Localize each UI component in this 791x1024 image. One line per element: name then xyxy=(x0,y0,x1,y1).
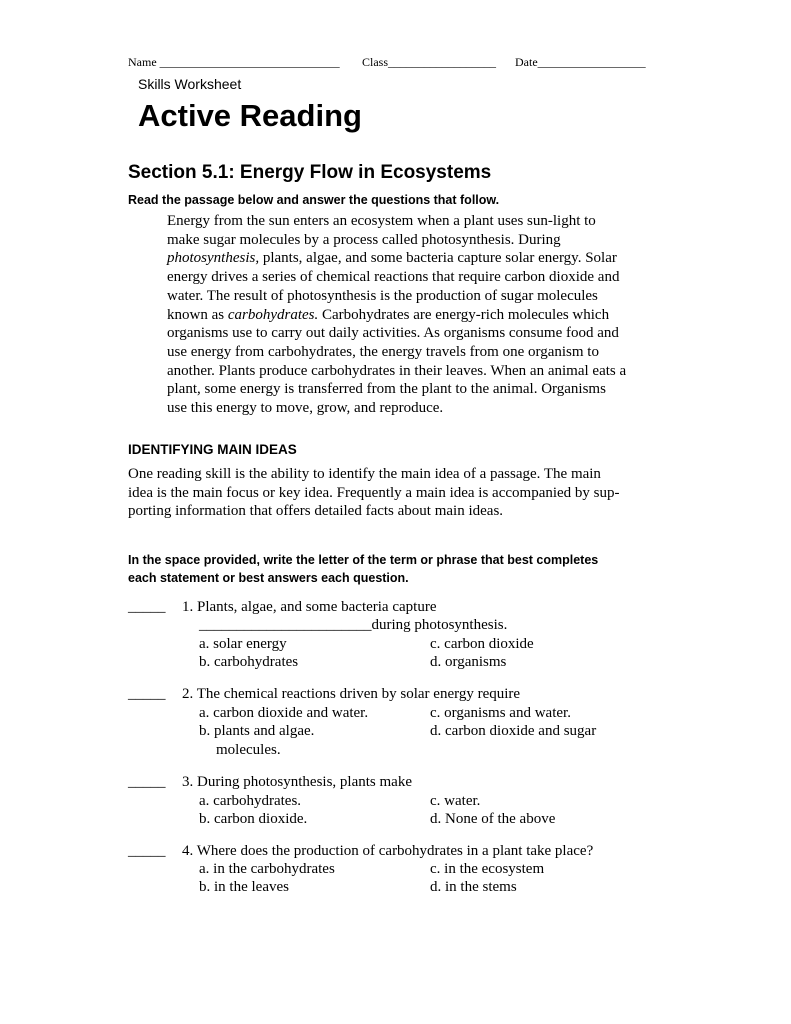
option-b: b. in the leaves xyxy=(199,879,289,895)
passage-line: use this energy to move, grow, and reproduce. xyxy=(167,400,444,417)
key-term: carbohydrates. xyxy=(227,306,319,323)
question-stem-continued: _______________________during photosynthesis. xyxy=(199,617,508,633)
question-stem: 4. Where does the production of carbohydrates in a plant take place? xyxy=(182,843,594,859)
passage-line: energy drives a series of chemical reactions that require carbon dioxide and xyxy=(167,269,620,286)
option-b: b. carbohydrates xyxy=(199,654,299,670)
skills-worksheet-label: Skills Worksheet xyxy=(138,76,242,92)
passage-line: plant, some energy is transferred from the plant to the animal. Organisms xyxy=(167,381,606,398)
page-title: Active Reading xyxy=(138,98,362,133)
passage-line: photosynthesis, plants, algae, and some bacteria capture solar energy. Solar xyxy=(167,250,617,267)
answer-instruction xyxy=(128,551,668,587)
option-c: c. water. xyxy=(430,793,481,809)
option-a: a. carbohydrates. xyxy=(199,793,302,809)
option-a: a. carbon dioxide and water. xyxy=(199,705,369,721)
question-4 xyxy=(128,842,688,902)
identifying-main-ideas-heading: IDENTIFYING MAIN IDEAS xyxy=(128,442,297,457)
option-c: c. organisms and water. xyxy=(430,705,571,721)
instruction-line: In the space provided, write the letter of the term or phrase that best completes xyxy=(128,553,599,567)
option-b-continued: molecules. xyxy=(216,742,281,758)
section-title: Section 5.1: Energy Flow in Ecosystems xyxy=(128,162,492,183)
question-stem: 2. The chemical reactions driven by solar energy require xyxy=(182,686,521,702)
passage-line: make sugar molecules by a process called photosynthesis. During xyxy=(167,231,561,248)
option-a: a. in the carbohydrates xyxy=(199,861,335,877)
class-field-label: Class__________________ xyxy=(362,55,497,69)
passage-line: another. Plants produce carbohydrates in their leaves. When an animal eats a xyxy=(167,362,627,379)
option-c: c. in the ecosystem xyxy=(430,861,545,877)
passage-line: water. The result of photosynthesis is the production of sugar molecules xyxy=(167,287,598,304)
passage-line: organisms use to carry out daily activities. As organisms consume food and xyxy=(167,325,619,342)
answer-blank[interactable]: _____ xyxy=(128,686,166,702)
date-field-label: Date__________________ xyxy=(515,55,646,69)
question-1 xyxy=(128,598,688,678)
option-d: d. carbon dioxide and sugar xyxy=(430,723,597,739)
option-c: c. carbon dioxide xyxy=(430,636,534,652)
option-a: a. solar energy xyxy=(199,636,287,652)
option-d: d. in the stems xyxy=(430,879,517,895)
name-field-label: Name ______________________________ xyxy=(128,55,340,69)
paragraph-line: porting information that offers detailed facts about main ideas. xyxy=(128,503,504,519)
question-stem: 1. Plants, algae, and some bacteria capture xyxy=(182,599,437,615)
option-b: b. plants and algae. xyxy=(199,723,315,739)
passage-line: Energy from the sun enters an ecosystem when a plant uses sun-light to xyxy=(167,213,596,229)
paragraph-line: idea is the main focus or key idea. Frequently a main idea is accompanied by sup- xyxy=(128,484,620,501)
option-d: d. organisms xyxy=(430,654,507,670)
key-term: photosynthesis, xyxy=(167,250,260,267)
passage-instruction: Read the passage below and answer the questions that follow. xyxy=(128,193,500,207)
question-2 xyxy=(128,685,688,765)
answer-blank[interactable]: _____ xyxy=(128,774,166,790)
reading-passage xyxy=(167,212,667,418)
passage-line: use energy from carbohydrates, the energy travels from one organism to xyxy=(167,343,599,360)
passage-line: known as carbohydrates. Carbohydrates are energy-rich molecules which xyxy=(167,306,610,323)
option-b: b. carbon dioxide. xyxy=(199,811,308,827)
paragraph-line: One reading skill is the ability to identify the main idea of a passage. The main xyxy=(128,466,601,482)
question-3 xyxy=(128,773,688,833)
answer-blank[interactable]: _____ xyxy=(128,599,166,615)
question-stem: 3. During photosynthesis, plants make xyxy=(182,774,412,790)
option-d: d. None of the above xyxy=(430,811,556,827)
answer-blank[interactable]: _____ xyxy=(128,843,166,859)
identifying-main-ideas-paragraph xyxy=(128,465,668,521)
instruction-line: each statement or best answers each question. xyxy=(128,571,409,585)
